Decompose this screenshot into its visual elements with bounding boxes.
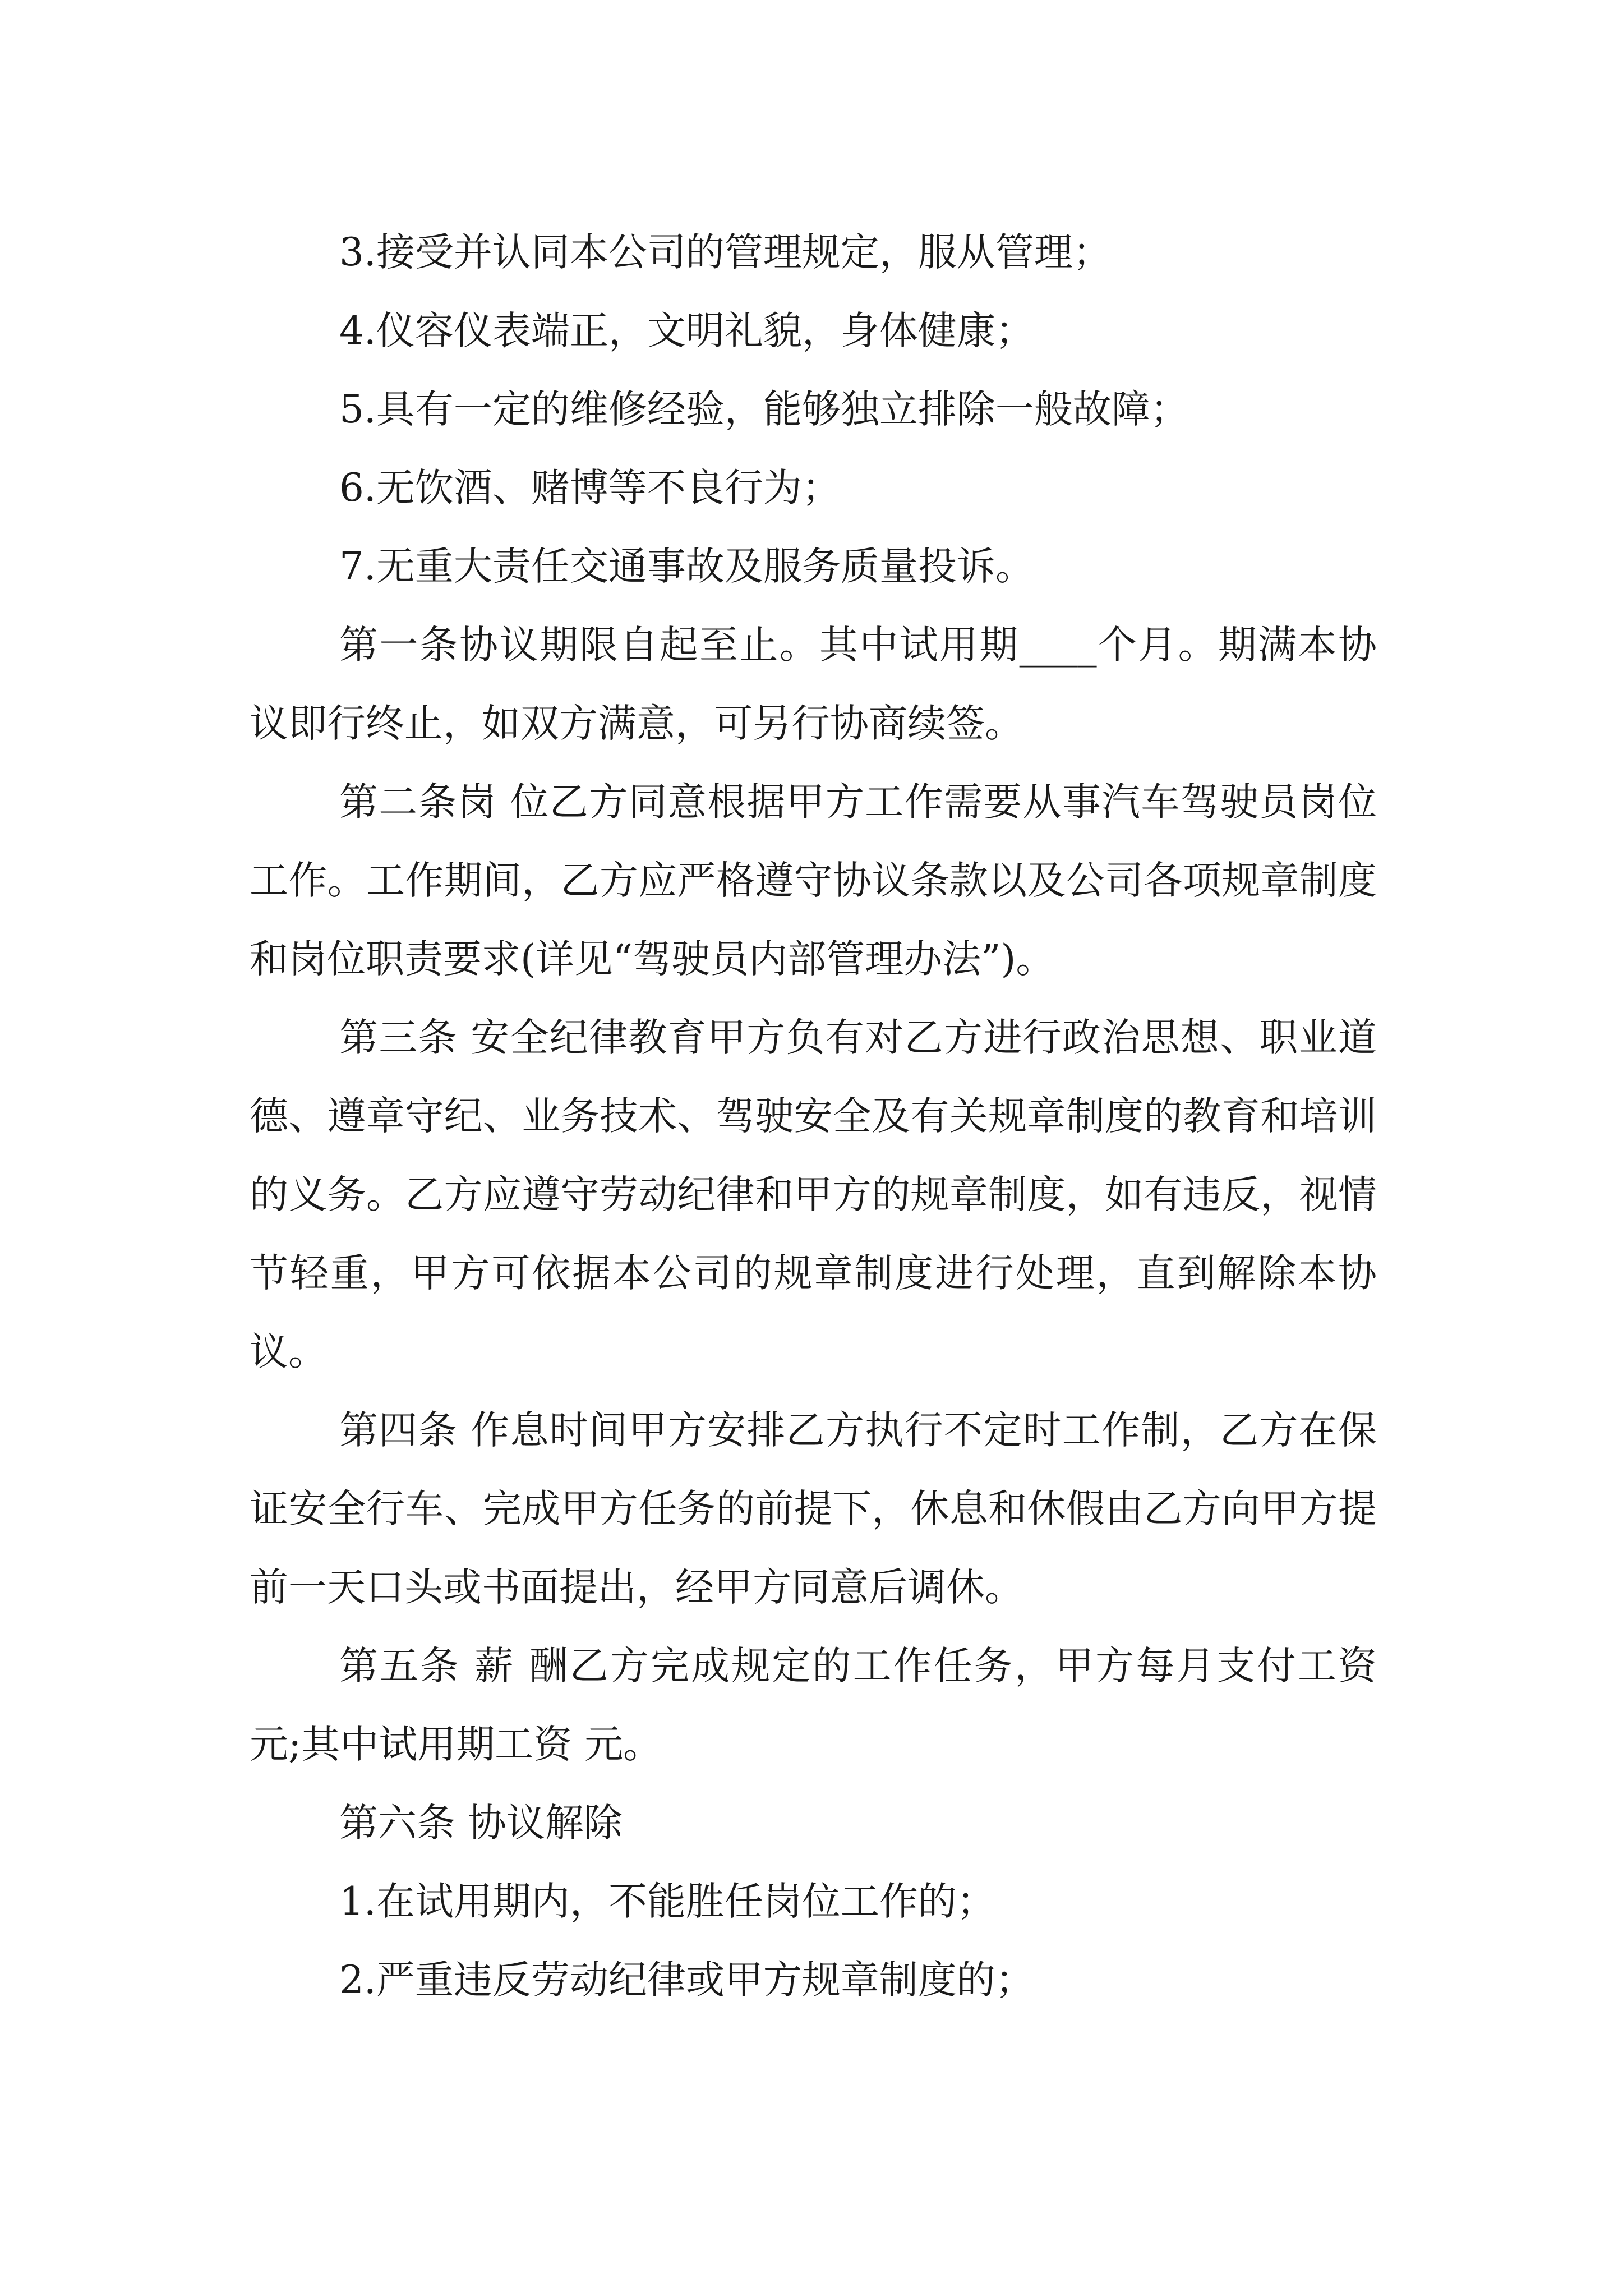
list-item-3: 3.接受并认同本公司的管理规定，服从管理；	[339, 230, 1112, 275]
list-item-7: 7.无重大责任交通事故及服务质量投诉。	[339, 544, 1034, 589]
termination-item-1: 1.在试用期内，不能胜任岗位工作的；	[339, 1879, 995, 1924]
list-item-5: 5.具有一定的维修经验，能够独立排除一般故障；	[339, 387, 1189, 432]
article-4-work-hours: 第四条 作息时间甲方安排乙方执行不定时工作制，乙方在保证安全行车、完成甲方任务的前提下，休息和休假由乙方向甲方提前一天口头或书面提出，经甲方同意后调休。	[250, 1408, 1377, 1610]
document-body	[250, 213, 1377, 2019]
article-6-termination: 第六条 协议解除	[339, 1801, 623, 1846]
article-5-salary: 第五条 薪 酬乙方完成规定的工作任务，甲方每月支付工资 元;其中试用期工资 元。	[250, 1644, 1377, 1767]
article-1-term: 第一条协议期限自起至止。其中试用期____个月。期满本协议即行终止，如双方满意，可另行协商续签。	[250, 623, 1377, 746]
termination-item-2: 2.严重违反劳动纪律或甲方规章制度的；	[339, 1958, 1034, 2003]
article-2-position: 第二条岗 位乙方同意根据甲方工作需要从事汽车驾驶员岗位工作。工作期间，乙方应严格遵守协议条款以及公司各项规章制度和岗位职责要求(详见“驾驶员内部管理办法”)。	[250, 780, 1377, 982]
list-item-4: 4.仪容仪表端正，文明礼貌，身体健康；	[339, 309, 1034, 353]
list-item-6: 6.无饮酒、赌博等不良行为；	[339, 466, 841, 510]
article-3-discipline: 第三条 安全纪律教育甲方负有对乙方进行政治思想、职业道德、遵章守纪、业务技术、驾驶安全及有关规章制度的教育和培训的义务。乙方应遵守劳动纪律和甲方的规章制度，如有违反，视情节轻重，甲方可依据本公司的规章制度进行处理，直到解除本协议。	[250, 1015, 1377, 1374]
